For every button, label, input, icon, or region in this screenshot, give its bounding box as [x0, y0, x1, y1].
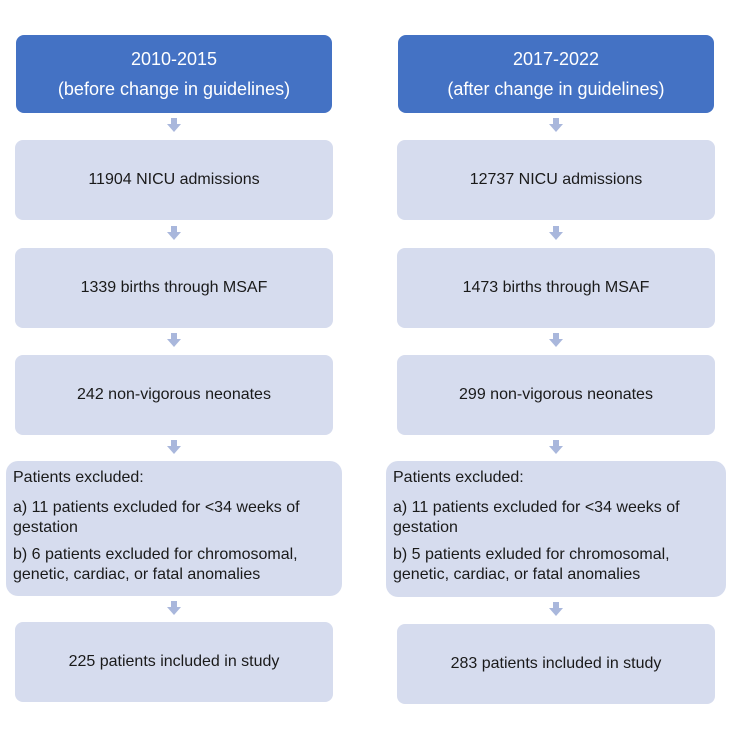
down-arrow-icon — [549, 118, 563, 132]
down-arrow-icon — [549, 440, 563, 454]
down-arrow-icon — [167, 118, 181, 132]
left-non-vigorous-text: 242 non-vigorous neonates — [77, 386, 271, 403]
left-excluded-b: b) 6 patients excluded for chromosomal, genetic, cardiac, or fatal anomalies — [13, 546, 298, 583]
left-excluded-box — [6, 461, 342, 596]
left-births-text: 1339 births through MSAF — [80, 279, 268, 296]
left-non-vigorous-box — [15, 355, 333, 435]
left-included-box — [15, 622, 333, 702]
left-admissions-box — [15, 140, 333, 220]
left-included-text: 225 patients included in study — [68, 653, 280, 670]
down-arrow-icon — [167, 333, 181, 347]
right-included-text: 283 patients included in study — [450, 655, 662, 672]
right-period: 2017-2022 — [512, 49, 600, 69]
left-excluded-a: a) 11 patients excluded for <34 weeks of gestation — [13, 499, 300, 536]
left-period-note: (before change in guidelines) — [57, 79, 291, 99]
right-header-box — [398, 35, 714, 113]
down-arrow-icon — [167, 226, 181, 240]
left-births-box — [15, 248, 333, 328]
right-admissions-box — [397, 140, 715, 220]
down-arrow-icon — [167, 601, 181, 615]
right-births-text: 1473 births through MSAF — [462, 279, 650, 296]
down-arrow-icon — [167, 440, 181, 454]
down-arrow-icon — [549, 226, 563, 240]
left-period: 2010-2015 — [130, 49, 218, 69]
right-excluded-b: b) 5 patients exluded for chromosomal, genetic, cardiac, or fatal anomalies — [393, 546, 670, 583]
right-excluded-a: a) 11 patients excluded for <34 weeks of gestation — [393, 499, 680, 536]
right-excluded-title: Patients excluded: — [393, 469, 524, 486]
right-non-vigorous-text: 299 non-vigorous neonates — [459, 386, 653, 403]
right-non-vigorous-box — [397, 355, 715, 435]
right-births-box — [397, 248, 715, 328]
left-admissions-text: 11904 NICU admissions — [88, 171, 260, 188]
right-admissions-text: 12737 NICU admissions — [469, 171, 643, 188]
left-header-box — [16, 35, 332, 113]
down-arrow-icon — [549, 602, 563, 616]
left-excluded-title: Patients excluded: — [13, 469, 144, 486]
right-period-note: (after change in guidelines) — [447, 79, 665, 99]
down-arrow-icon — [549, 333, 563, 347]
right-included-box — [397, 624, 715, 704]
right-excluded-box — [386, 461, 726, 597]
